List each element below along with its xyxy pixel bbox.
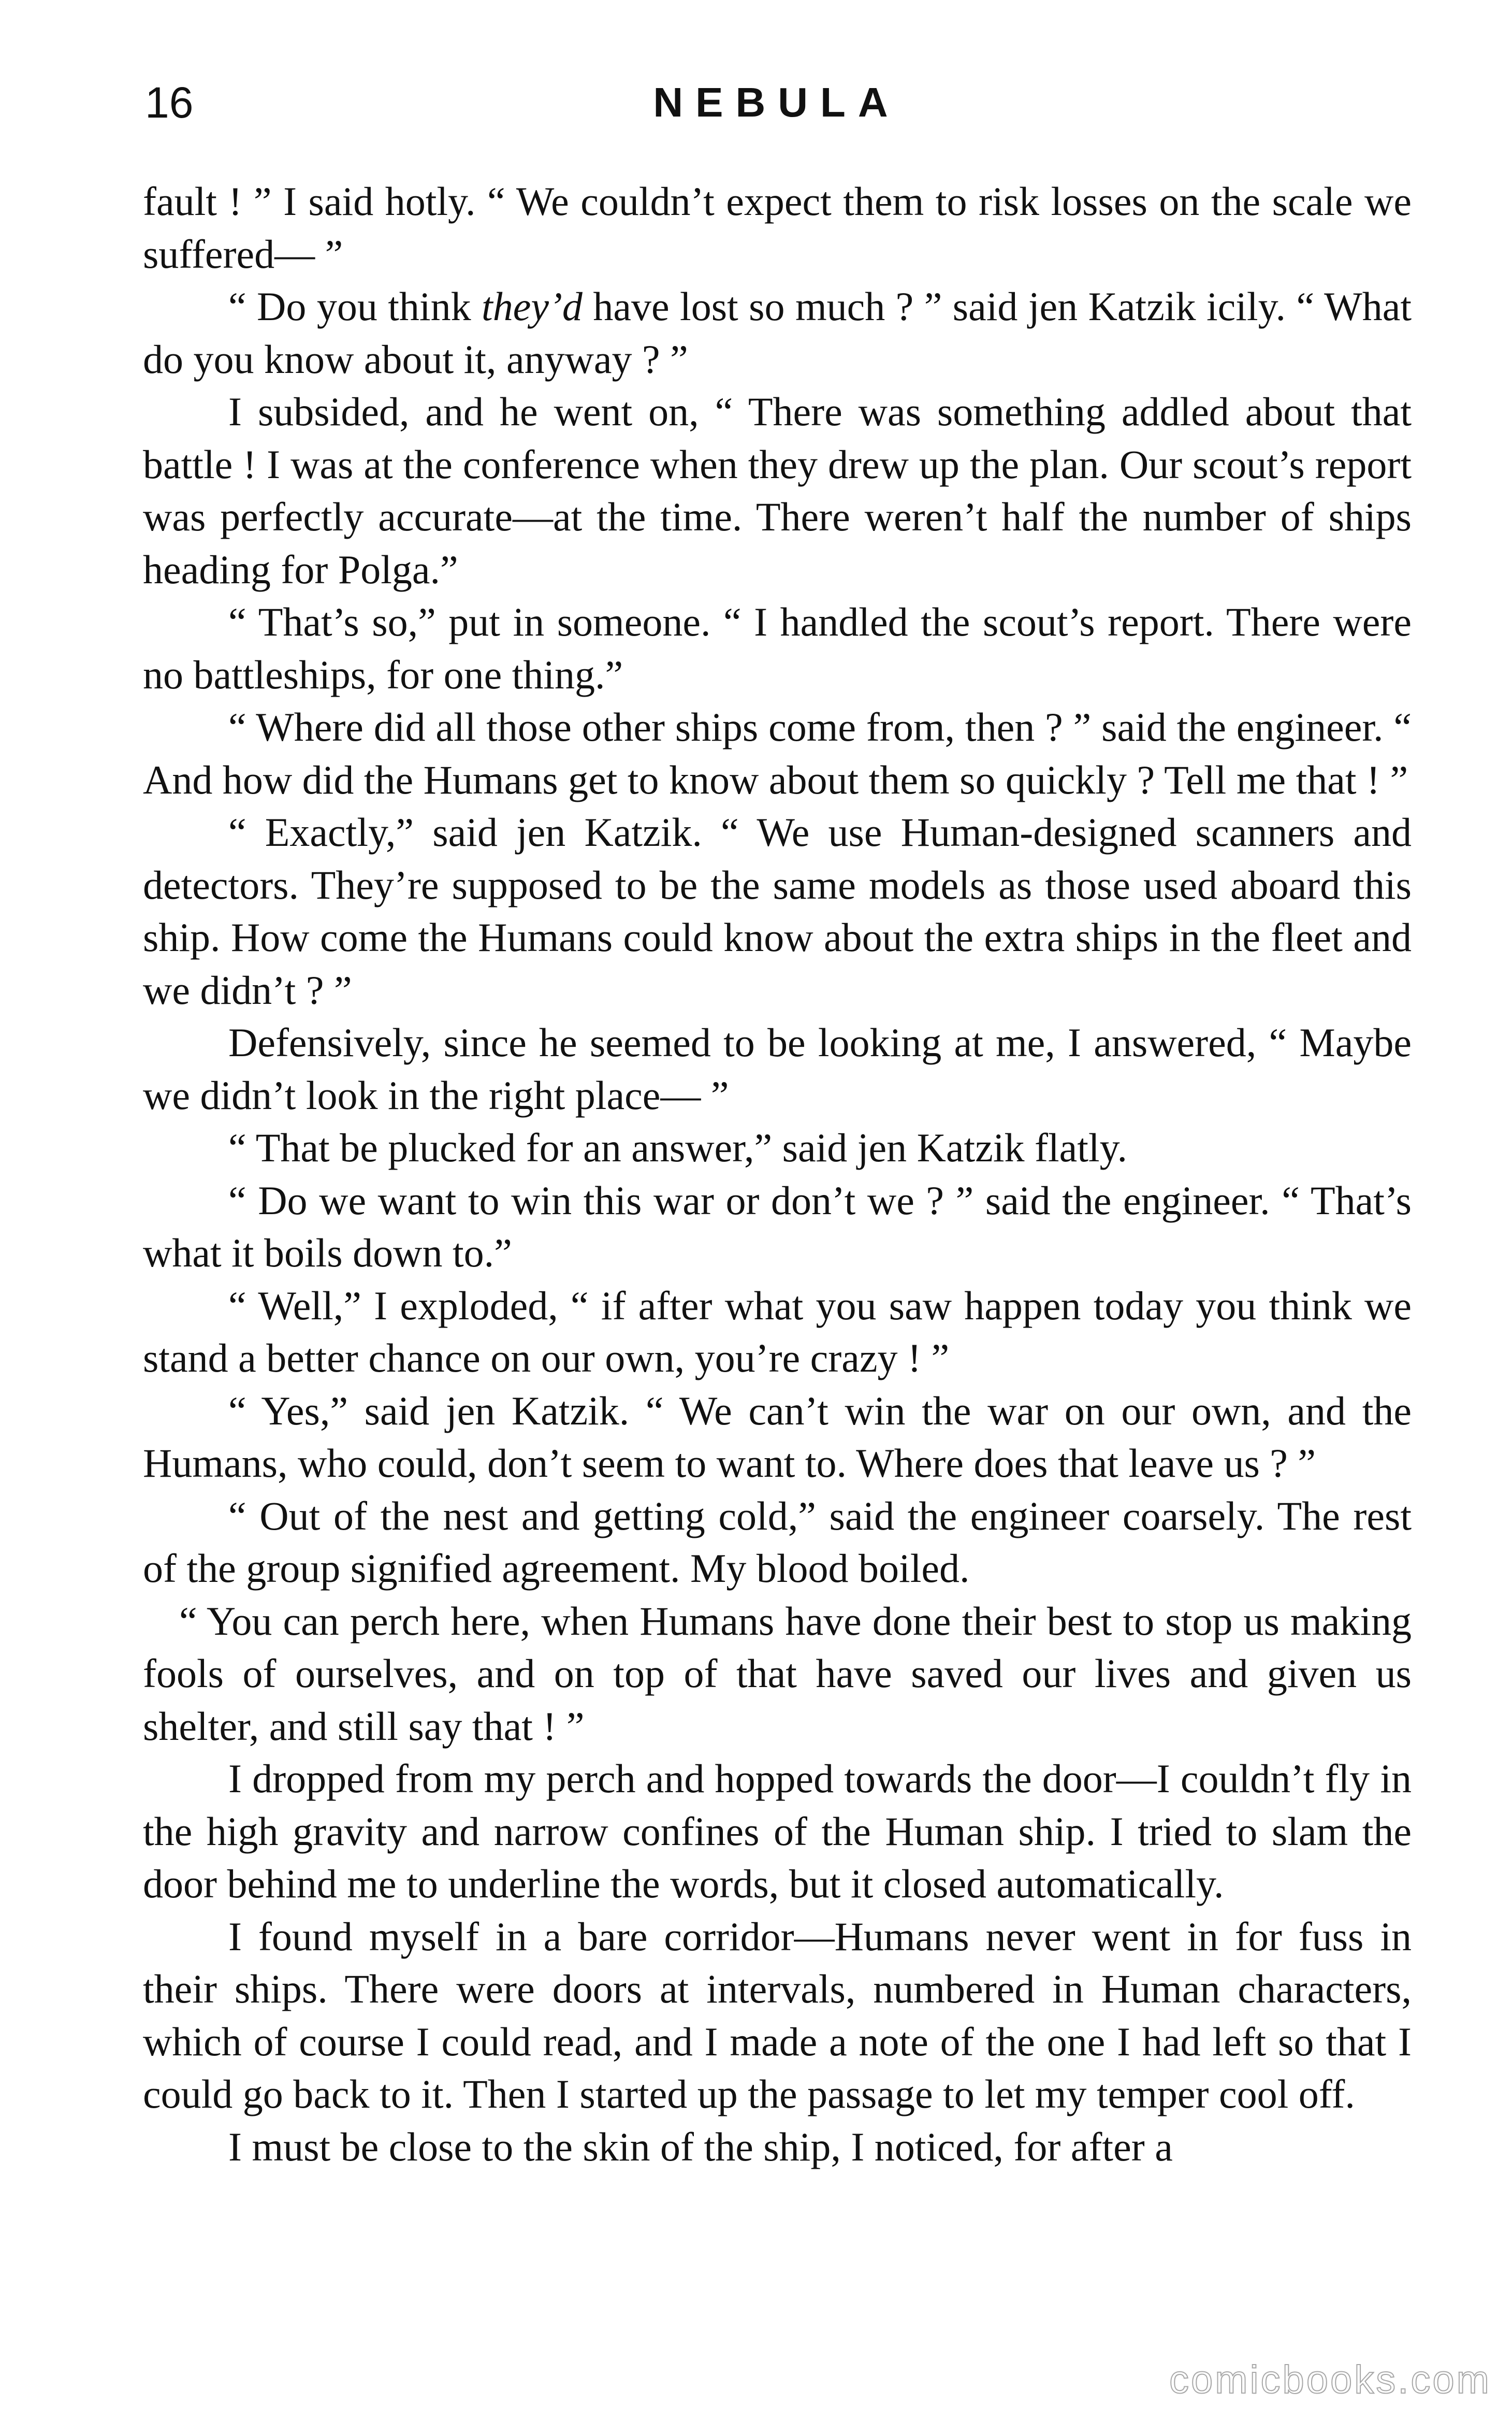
paragraph: “ Where did all those other ships come from, then ? ” said the engineer. “ And how did the Humans get to know about them so quickly ? Tell me that ! ” [143, 704, 1412, 802]
paragraph-text: “ Do you think [228, 284, 482, 329]
paragraph: “ That be plucked for an answer,” said jen Katzik flatly. [228, 1125, 1128, 1170]
paragraph: I found myself in a bare corridor—Humans never went in for fuss in their ships. There were doors at intervals, numbered in Human characters, which of course I could read, and I made a note of the one I had left so that I could go back to it. Then I started up the passage to let my temper cool off. [143, 1913, 1412, 2116]
page-header [145, 71, 1408, 134]
paragraph: “ Exactly,” said jen Katzik. “ We use Human-designed scanners and detectors. They’re supposed to be the same models as those used aboard this ship. How come the Humans could know about the extra ships in the fleet and we didn’t ? ” [143, 810, 1412, 1013]
watermark: comicbooks.com [1169, 2358, 1491, 2402]
paragraph: “ Out of the nest and getting cold,” said the engineer coarsely. The rest of the group signified agreement. My blood boiled. [143, 1493, 1412, 1591]
paragraph: “ Well,” I exploded, “ if after what you saw happen today you think we stand a better chance on our own, you’re crazy ! ” [143, 1283, 1412, 1380]
paragraph: “ That’s so,” put in someone. “ I handled the scout’s report. There were no battleships, for one thing.” [143, 599, 1412, 697]
paragraph: I must be close to the skin of the ship, I noticed, for after a [228, 2124, 1173, 2169]
emphasis-text: they’d [482, 284, 583, 329]
paragraph: I dropped from my perch and hopped towards the door—I couldn’t fly in the high gravity and narrow confines of the Human ship. I tried to slam the door behind me to underline the words, but it closed automatically. [143, 1756, 1412, 1906]
running-head: NEBULA [653, 79, 900, 125]
paragraph [143, 280, 1412, 385]
paragraph: I subsided, and he went on, “ There was something addled about that battle ! I was at the conference when they drew up the plan. Our scout’s report was perfectly accurate—at the time. There weren’t half the number of ships heading for Polga.” [143, 389, 1412, 592]
paragraph: “ You can perch here, when Humans have done their best to stop us making fools of ourselves, and on top of that have saved our lives and given us shelter, and still say that ! ” [143, 1598, 1412, 1749]
paragraph: fault ! ” I said hotly. “ We couldn’t expect them to risk losses on the scale we suffered— ” [143, 179, 1412, 277]
page-number: 16 [145, 78, 194, 127]
paragraph-text: have lost so much ? ” said jen Katzik icily. “ What do you know about it, anyway ? ” [143, 284, 1412, 382]
body-text [143, 175, 1412, 2173]
paragraph: “ Yes,” said jen Katzik. “ We can’t win the war on our own, and the Humans, who could, don’t seem to want to. Where does that leave us ? ” [143, 1388, 1412, 1486]
paragraph: Defensively, since he seemed to be looking at me, I answered, “ Maybe we didn’t look in the right place— ” [143, 1020, 1412, 1118]
paragraph: “ Do we want to win this war or don’t we ? ” said the engineer. “ That’s what it boils down to.” [143, 1177, 1412, 1275]
